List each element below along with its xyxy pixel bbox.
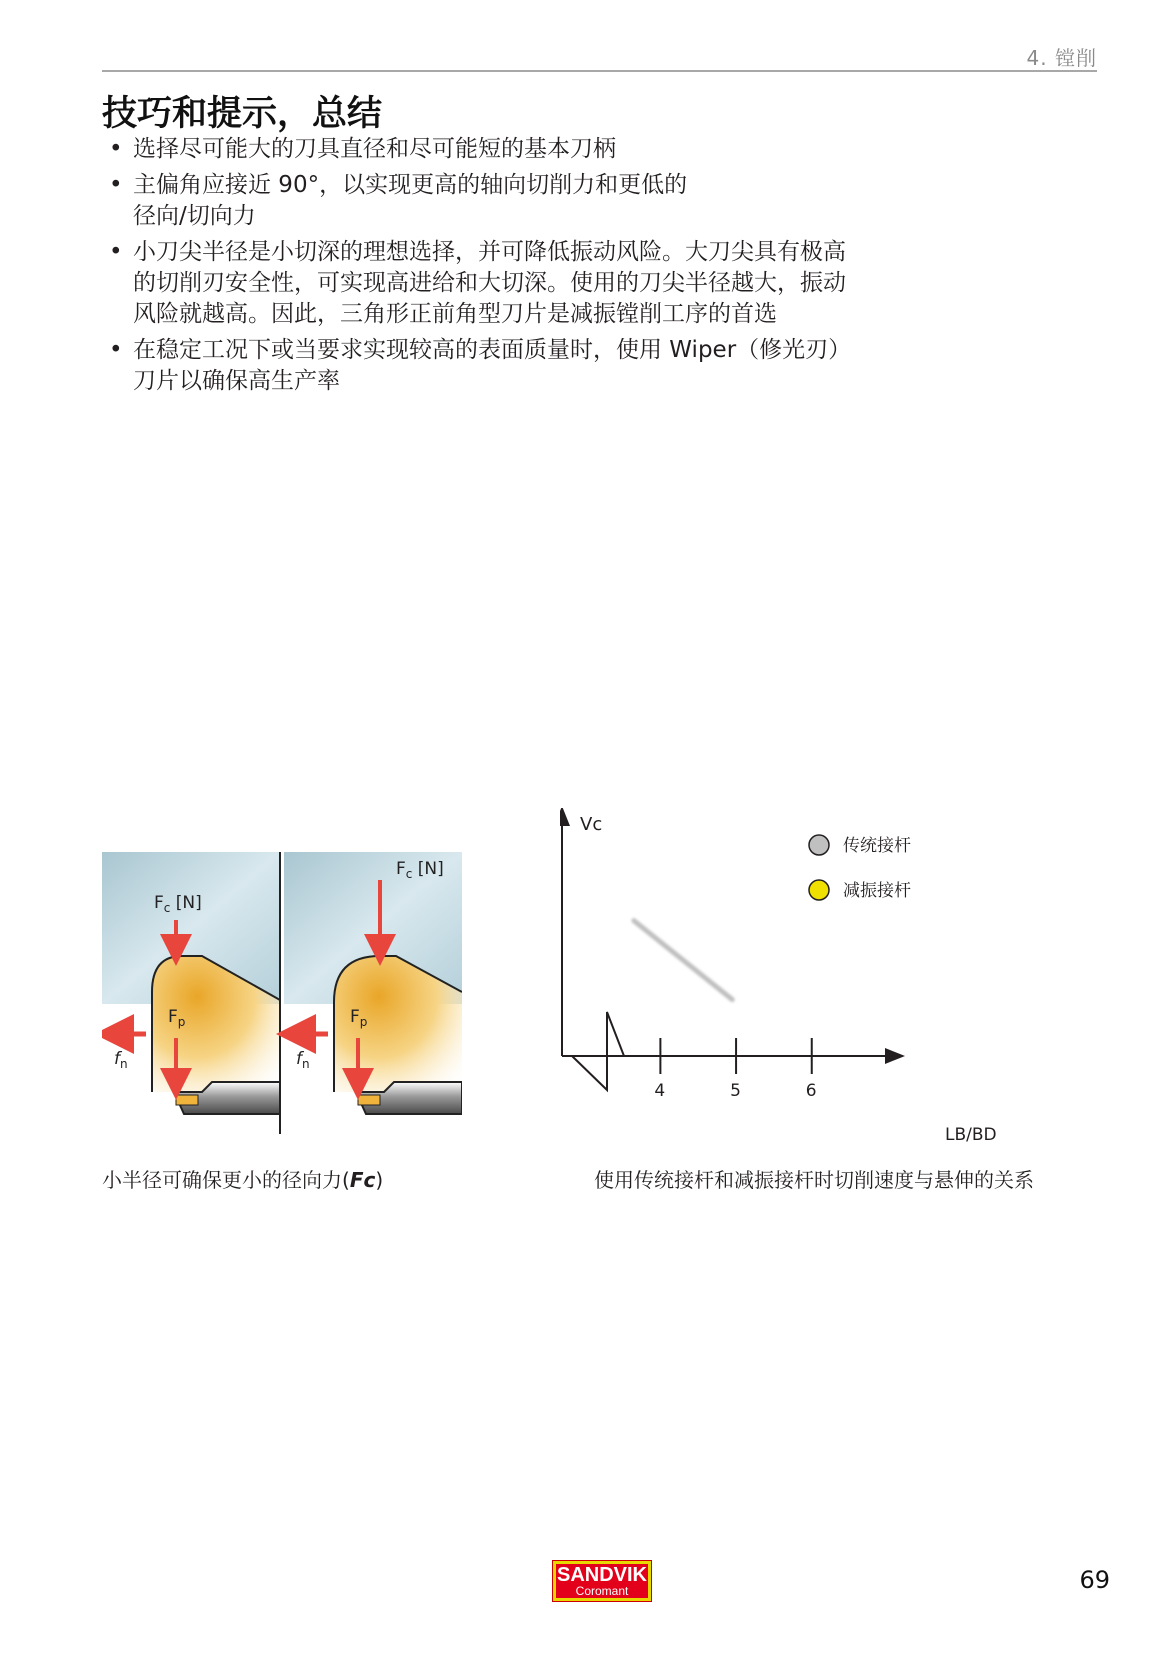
- x-axis-label: LB/BD: [945, 1125, 997, 1145]
- figure-left-caption: 小半径可确保更小的径向力(Fc): [102, 1168, 384, 1192]
- header-rule: [102, 70, 1097, 72]
- insert-radius-illustration: [102, 852, 462, 1137]
- logo-sub-text: Coromant: [575, 1584, 629, 1598]
- legend-swatch: [809, 835, 829, 855]
- legend-label: 减振接杆: [843, 881, 911, 901]
- logo-main-text: SANDVIK: [556, 1564, 647, 1586]
- vc-overhang-chart: [560, 808, 1020, 1148]
- chart-plot-area: [562, 816, 895, 1101]
- panel-large-radius: [284, 852, 462, 1134]
- x-tick-label: 4: [654, 1081, 666, 1101]
- tip-item: • 小刀尖半径是小切深的理想选择，并可降低振动风险。大刀尖具有极高的切削刃安全性，可实现高进给和大切深。使用的刀尖半径越大，振动风险就越高。因此，三角形正前角型刀片是减振镗削工序的首选: [102, 237, 862, 330]
- fn-label: $f_n$: [296, 1049, 310, 1071]
- fn-label: $f_n$: [114, 1049, 128, 1071]
- fp-label: $F_p$: [168, 1007, 186, 1029]
- fp-label: $F_p$: [350, 1007, 368, 1029]
- page-title: 技巧和提示，总结: [102, 94, 383, 134]
- x-tick-label: 5: [730, 1081, 741, 1101]
- panel-small-radius: [102, 852, 280, 1134]
- figure-right-caption: 使用传统接杆和减振接杆时切削速度与悬伸的关系: [594, 1168, 1034, 1192]
- y-axis-label: Vc: [580, 814, 603, 835]
- x-tick-label: 6: [805, 1081, 817, 1101]
- legend-swatch: [809, 880, 829, 900]
- fc-label: $F_c$ [N]: [396, 859, 444, 881]
- sandvik-logo: [552, 1560, 652, 1602]
- page-number: 69: [1079, 1566, 1110, 1594]
- fc-label: $F_c$ [N]: [154, 893, 202, 915]
- chapter-label: 4. 镗削: [1026, 46, 1097, 70]
- chart-legend: [809, 835, 911, 901]
- tip-item: • 主偏角应接近 90°，以实现更高的轴向切削力和更低的径向/切向力: [102, 170, 693, 232]
- tip-item: • 在稳定工况下或当要求实现较高的表面质量时，使用 Wiper（修光刃）刀片以确保高生产率: [102, 335, 862, 397]
- legend-label: 传统接杆: [843, 836, 911, 856]
- tips-list: [102, 134, 862, 402]
- series-line-1: [634, 921, 732, 1000]
- tip-item: • 选择尽可能大的刀具直径和尽可能短的基本刀柄: [102, 134, 862, 165]
- axis-break-mark: [572, 1012, 624, 1090]
